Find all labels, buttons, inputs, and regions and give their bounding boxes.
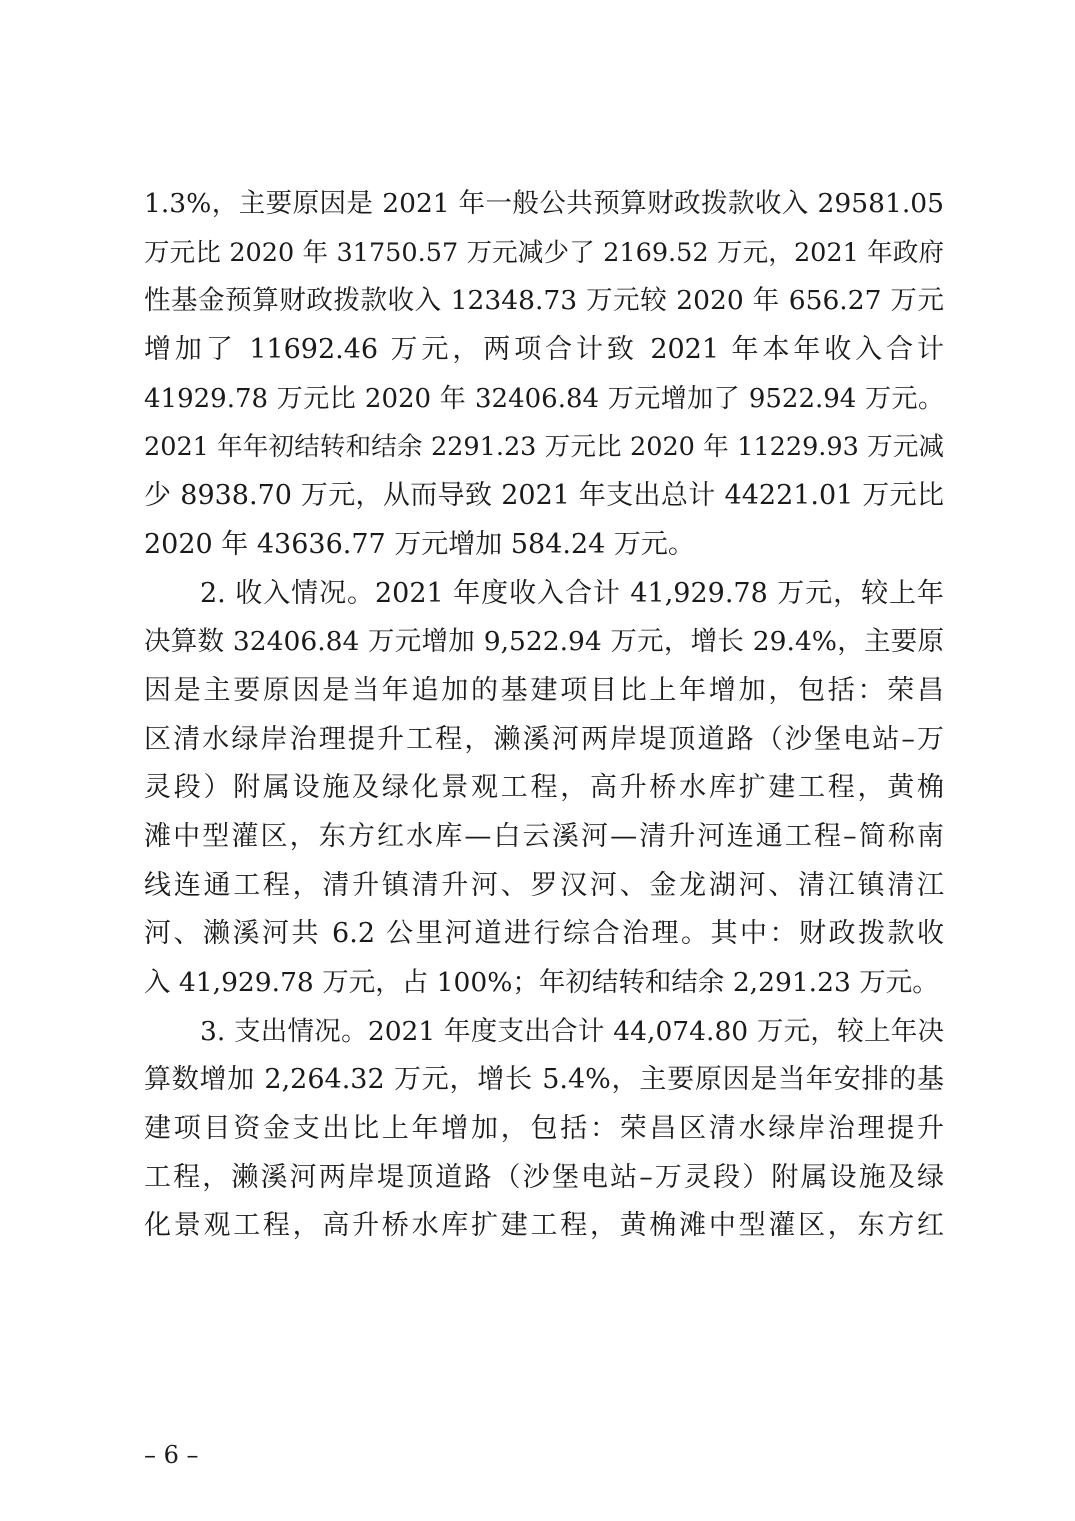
body-text bbox=[144, 180, 944, 1251]
text-line-5: 41929.78 万元比 2020 年 32406.84 万元增加了 9522.94 万元。 bbox=[144, 383, 944, 414]
text-line-8: 2020 年 43636.77 万元增加 584.24 万元。 bbox=[144, 528, 695, 560]
text-line-7: 少 8938.70 万元，从而导致 2021 年支出总计 44221.01 万元比 bbox=[144, 480, 944, 512]
text-line-10: 决算数 32406.84 万元增加 9,522.94 万元，增长 29.4%，主要原 bbox=[144, 626, 944, 658]
text-line-13: 灵段）附属设施及绿化景观工程，高升桥水库扩建工程，黄桷 bbox=[144, 772, 944, 804]
text-line-14: 滩中型灌区，东方红水库—白云溪河—清升河连通工程–简称南 bbox=[144, 820, 944, 852]
text-line-11: 因是主要原因是当年追加的基建项目比上年增加，包括：荣昌 bbox=[144, 674, 944, 706]
text-line-19: 算数增加 2,264.32 万元，增长 5.4%，主要原因是当年安排的基 bbox=[144, 1064, 944, 1096]
text-line-12: 区清水绿岸治理提升工程，濑溪河两岸堤顶道路（沙堡电站–万 bbox=[144, 723, 944, 755]
text-line-1: 1.3%，主要原因是 2021 年一般公共预算财政拨款收入 29581.05 bbox=[144, 188, 944, 219]
text-line-21: 工程，濑溪河两岸堤顶道路（沙堡电站–万灵段）附属设施及绿 bbox=[144, 1161, 944, 1193]
text-line-15: 线连通工程，清升镇清升河、罗汉河、金龙湖河、清江镇清江 bbox=[144, 869, 944, 901]
text-line-9: 2. 收入情况。2021 年度收入合计 41,929.78 万元，较上年 bbox=[200, 577, 944, 609]
text-line-4: 增加了 11692.46 万元，两项合计致 2021 年本年收入合计 bbox=[144, 334, 944, 366]
text-line-18: 3. 支出情况。2021 年度支出合计 44,074.80 万元，较上年决 bbox=[200, 1015, 944, 1047]
text-line-22: 化景观工程，高升桥水库扩建工程，黄桷滩中型灌区，东方红 bbox=[144, 1210, 944, 1242]
text-line-3: 性基金预算财政拨款收入 12348.73 万元较 2020 年 656.27 万元 bbox=[144, 285, 944, 317]
text-line-2: 万元比 2020 年 31750.57 万元减少了 2169.52 万元，2021 年政府 bbox=[144, 237, 944, 268]
text-line-16: 河、濑溪河共 6.2 公里河道进行综合治理。其中：财政拨款收 bbox=[144, 918, 944, 950]
page-number: – 6 – bbox=[144, 1441, 199, 1469]
text-line-17: 入 41,929.78 万元，占 100%；年初结转和结余 2,291.23 万元。 bbox=[144, 967, 939, 998]
text-line-6: 2021 年年初结转和结余 2291.23 万元比 2020 年 11229.93 万元减 bbox=[144, 432, 944, 463]
text-line-20: 建项目资金支出比上年增加，包括：荣昌区清水绿岸治理提升 bbox=[144, 1113, 944, 1145]
